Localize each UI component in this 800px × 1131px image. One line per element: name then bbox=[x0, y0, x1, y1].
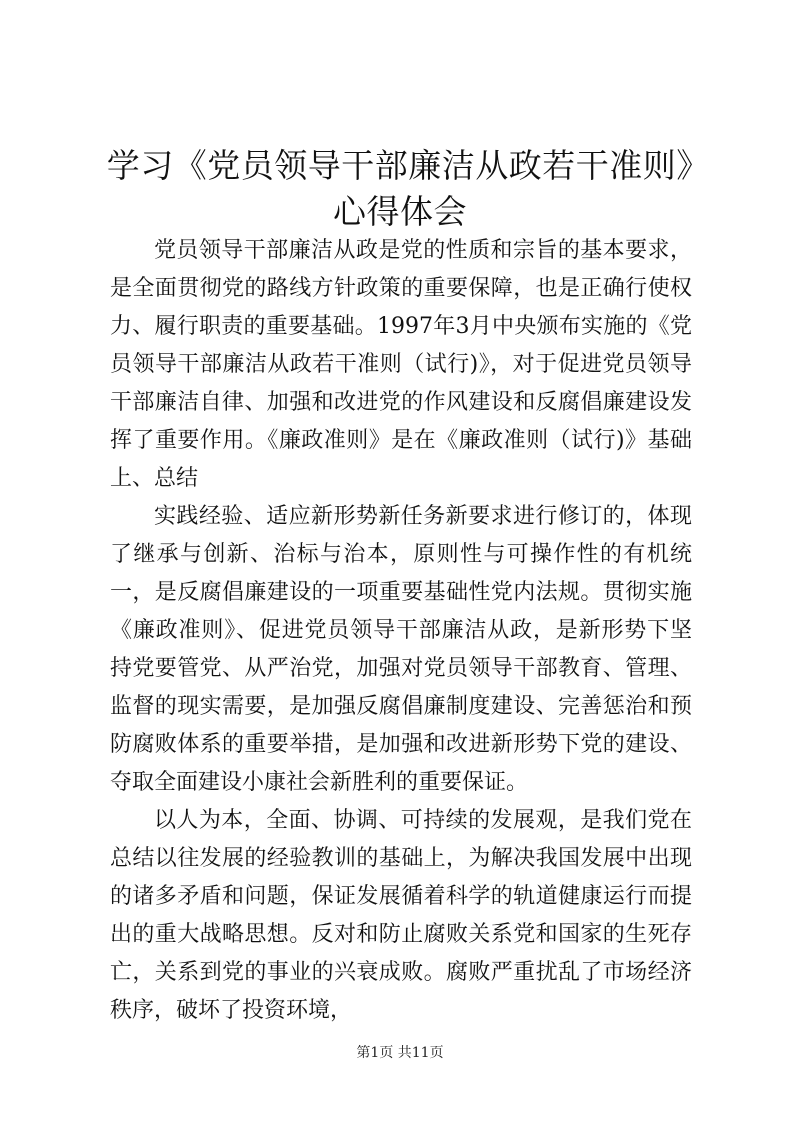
page-title: 学习《党员领导干部廉洁从政若干准则》心得体会 bbox=[106, 146, 694, 231]
paragraph-3: 以人为本，全面、协调、可持续的发展观，是我们党在总结以往发展的经验教训的基础上，为解决我国发展中出现的诸多矛盾和问题，保证发展循着科学的轨道健康运行而提出的重大战略思想。反对和防止腐败关系党和国家的生死存亡，关系到党的事业的兴衰成败。腐败严重扰乱了市场经济秩序，破坏了投资环境， bbox=[110, 808, 692, 1023]
paragraph-2: 实践经验、适应新形势新任务新要求进行修订的，体现了继承与创新、治标与治本，原则性与可操作性的有机统一，是反腐倡廉建设的一项重要基础性党内法规。贯彻实施《廉政准则》、促进党员领导干部廉洁从政，是新形势下坚持党要管党、从严治党，加强对党员领导干部教育、管理、监督的现实需要，是加强反腐倡廉制度建设、完善惩治和预防腐败体系的重要举措，是加强和改进新形势下党的建设、夺取全面建设小康社会新胜利的重要保证。 bbox=[110, 504, 692, 795]
page-number: 第1页 共11页 bbox=[356, 1045, 444, 1061]
document-body bbox=[110, 232, 692, 1030]
paragraph-1: 党员领导干部廉洁从政是党的性质和宗旨的基本要求，是全面贯彻党的路线方针政策的重要保障，也是正确行使权力、履行职责的重要基础。1997年3月中央颁布实施的《党员领导干部廉洁从政若干准则（试行)》，对于促进党员领导干部廉洁自律、加强和改进党的作风建设和反腐倡廉建设发挥了重要作用。《廉政准则》是在《廉政准则（试行)》基础上、总结 bbox=[110, 238, 692, 491]
